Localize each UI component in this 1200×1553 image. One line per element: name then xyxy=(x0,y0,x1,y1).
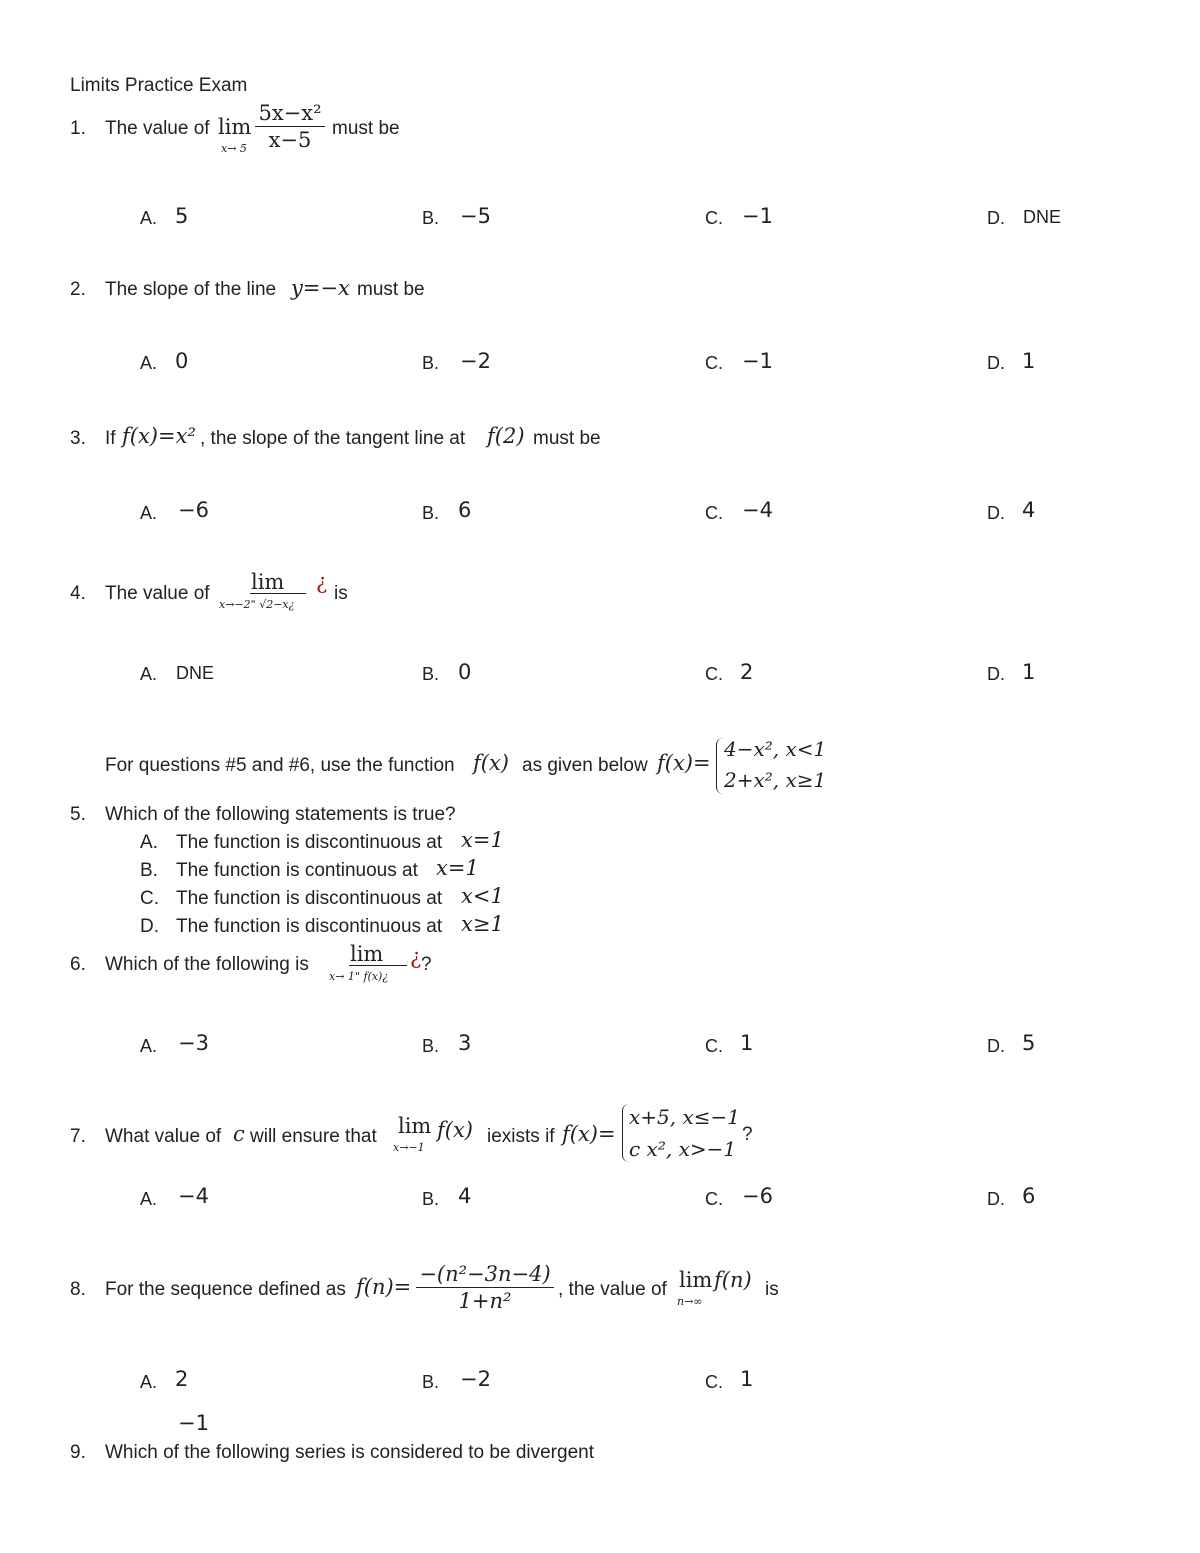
question-number: 2. xyxy=(70,279,86,300)
option-letter-a: A. xyxy=(140,353,158,373)
question-tail: is xyxy=(765,1279,779,1300)
question-text: For the sequence defined as xyxy=(105,1279,346,1300)
option-letter-c: C. xyxy=(140,888,159,909)
option-letter-b: B. xyxy=(422,503,440,523)
sequence-lhs: f(n)= xyxy=(356,1275,412,1299)
option-value-a[interactable]: 2 xyxy=(175,1367,189,1391)
option-value-a[interactable]: 0 xyxy=(175,349,189,373)
piecewise-case-1: x+5, x≤−1 xyxy=(629,1105,740,1129)
option-math-d: x≥1 xyxy=(461,912,504,936)
option-value-d[interactable]: 4 xyxy=(1022,498,1036,522)
option-value-a[interactable]: −3 xyxy=(178,1031,209,1055)
option-letter-d: D. xyxy=(987,503,1005,523)
lim-subscript: x→−1 xyxy=(393,1141,425,1154)
question-number: 9. xyxy=(70,1442,86,1463)
question-number: 4. xyxy=(70,583,86,604)
option-value-b[interactable]: 6 xyxy=(458,498,472,522)
option-letter-b: B. xyxy=(422,208,440,228)
question-number: 3. xyxy=(70,428,86,449)
option-letter-b: B. xyxy=(422,1036,440,1056)
glyph: ¿ xyxy=(410,945,422,969)
question-tail: must be xyxy=(332,118,400,139)
question-tail: is xyxy=(334,583,348,604)
option-letter-d: D. xyxy=(987,1036,1005,1056)
math-expression: f(x)=x² xyxy=(122,424,196,448)
math-expression: f(x) xyxy=(473,751,510,775)
piecewise-case-2: c x², x>−1 xyxy=(629,1137,737,1161)
piecewise-case-2: 2+x², x≥1 xyxy=(724,768,827,792)
option-value-c[interactable]: −1 xyxy=(742,349,773,373)
question-text: will ensure that xyxy=(250,1126,377,1147)
option-value-b[interactable]: 4 xyxy=(458,1184,472,1208)
option-letter-a: A. xyxy=(140,1036,158,1056)
question-text: Which of the following series is considered to be divergent xyxy=(105,1442,594,1463)
math-expression: f(2) xyxy=(487,424,525,448)
lim-operator: lim xyxy=(251,570,285,594)
option-text-a[interactable]: The function is discontinuous at xyxy=(176,832,443,853)
math-expression: f(x) xyxy=(437,1118,474,1142)
option-value-b[interactable]: −5 xyxy=(460,204,491,228)
option-letter-b: B. xyxy=(140,860,158,881)
option-letter-b: B. xyxy=(422,1372,440,1392)
fraction-bar xyxy=(250,593,306,594)
numerator: −(n²−3n−4) xyxy=(419,1262,551,1286)
question-tail: ? xyxy=(742,1124,753,1145)
math-expression: y=−x xyxy=(291,276,350,300)
option-value-c[interactable]: 1 xyxy=(740,1367,754,1391)
option-letter-a: A. xyxy=(140,664,158,684)
lim-operator: lim xyxy=(679,1268,713,1292)
option-letter-b: B. xyxy=(422,1189,440,1209)
option-letter-a: A. xyxy=(140,832,158,853)
question-text: The value of xyxy=(105,118,210,139)
option-value-d[interactable]: 1 xyxy=(1022,349,1036,373)
option-value-c[interactable]: 1 xyxy=(740,1031,754,1055)
denominator: x−5 xyxy=(268,128,312,152)
option-letter-d: D. xyxy=(140,916,159,937)
option-value-c[interactable]: 2 xyxy=(740,660,754,684)
option-letter-c: C. xyxy=(705,208,723,228)
option-value-c[interactable]: −6 xyxy=(742,1184,773,1208)
fraction-bar xyxy=(349,965,407,966)
option-letter-d: D. xyxy=(987,353,1005,373)
option-letter-d: D. xyxy=(987,664,1005,684)
lim-operator: lim xyxy=(350,942,384,966)
lim-subscript: n→∞ xyxy=(677,1295,703,1308)
option-letter-a: A. xyxy=(140,1372,158,1392)
question-text: iexists if xyxy=(487,1126,555,1147)
option-letter-b: B. xyxy=(422,664,440,684)
denominator: 1+n² xyxy=(458,1289,512,1313)
option-text-c[interactable]: The function is discontinuous at xyxy=(176,888,443,909)
intro-text: as given below xyxy=(522,755,648,776)
option-value-d[interactable]: 1 xyxy=(1022,660,1036,684)
option-math-b: x=1 xyxy=(436,856,479,880)
question-number: 8. xyxy=(70,1279,86,1300)
piecewise-case-1: 4−x², x<1 xyxy=(724,737,827,761)
question-text: The slope of the line xyxy=(105,279,277,300)
question-number: 5. xyxy=(70,804,86,825)
option-letter-c: C. xyxy=(705,664,723,684)
intro-text: For questions #5 and #6, use the function xyxy=(105,755,455,776)
page-title: Limits Practice Exam xyxy=(70,75,248,96)
option-letter-c: C. xyxy=(705,1036,723,1056)
question-text: Which of the following is xyxy=(105,954,309,975)
stray-option-value: −1 xyxy=(178,1411,209,1435)
piecewise-lhs: f(x)= xyxy=(562,1122,616,1146)
question-tail: must be xyxy=(533,428,601,449)
question-text: , the slope of the tangent line at xyxy=(200,428,466,449)
option-value-a[interactable]: DNE xyxy=(176,663,215,683)
glyph: ¿ xyxy=(316,570,328,594)
option-letter-b: B. xyxy=(422,353,440,373)
question-text: , the value of xyxy=(558,1279,667,1300)
question-number: 6. xyxy=(70,954,86,975)
fraction xyxy=(416,1261,554,1314)
option-math-c: x<1 xyxy=(461,884,504,908)
question-tail: ? xyxy=(421,954,432,975)
piecewise-lhs: f(x)= xyxy=(657,751,711,775)
question-tail: must be xyxy=(357,279,425,300)
question-text: What value of xyxy=(105,1126,222,1147)
fraction xyxy=(255,100,325,153)
option-math-a: x=1 xyxy=(461,828,504,852)
option-value-b[interactable]: −2 xyxy=(460,1367,491,1391)
option-value-c[interactable]: −4 xyxy=(742,498,773,522)
lim-operator: lim xyxy=(398,1114,432,1138)
left-brace xyxy=(716,738,723,794)
math-expression: f(n) xyxy=(714,1268,752,1292)
question-text: If xyxy=(105,428,116,449)
option-text-b[interactable]: The function is continuous at xyxy=(176,860,418,881)
lim-subscript: x→ 1" f(x)¿ xyxy=(329,970,389,983)
option-value-c[interactable]: −1 xyxy=(742,204,773,228)
option-letter-c: C. xyxy=(705,1372,723,1392)
option-value-d[interactable]: 5 xyxy=(1022,1031,1036,1055)
option-value-a[interactable]: −4 xyxy=(178,1184,209,1208)
option-letter-c: C. xyxy=(705,353,723,373)
left-brace xyxy=(622,1104,629,1162)
option-letter-c: C. xyxy=(705,1189,723,1209)
option-value-d[interactable]: 6 xyxy=(1022,1184,1036,1208)
option-letter-c: C. xyxy=(705,503,723,523)
option-letter-a: A. xyxy=(140,208,158,228)
option-value-b[interactable]: 0 xyxy=(458,660,472,684)
lim-subscript: x→ 5 xyxy=(221,142,247,155)
option-value-b[interactable]: −2 xyxy=(460,349,491,373)
option-value-a[interactable]: 5 xyxy=(175,204,189,228)
question-text: The value of xyxy=(105,583,210,604)
option-letter-d: D. xyxy=(987,208,1005,228)
option-value-a[interactable]: −6 xyxy=(178,498,209,522)
option-letter-d: D. xyxy=(987,1189,1005,1209)
question-number: 7. xyxy=(70,1126,86,1147)
option-letter-a: A. xyxy=(140,503,158,523)
option-letter-a: A. xyxy=(140,1189,158,1209)
question-number: 1. xyxy=(70,118,86,139)
question-text: Which of the following statements is true? xyxy=(105,804,456,825)
variable-c: c xyxy=(233,1122,245,1146)
lim-operator: lim xyxy=(218,115,252,139)
option-value-b[interactable]: 3 xyxy=(458,1031,472,1055)
option-value-d[interactable]: DNE xyxy=(1023,207,1062,227)
option-text-d[interactable]: The function is discontinuous at xyxy=(176,916,443,937)
lim-subscript: x→−2" √2−x¿ xyxy=(219,598,295,611)
numerator: 5x−x² xyxy=(258,101,322,125)
